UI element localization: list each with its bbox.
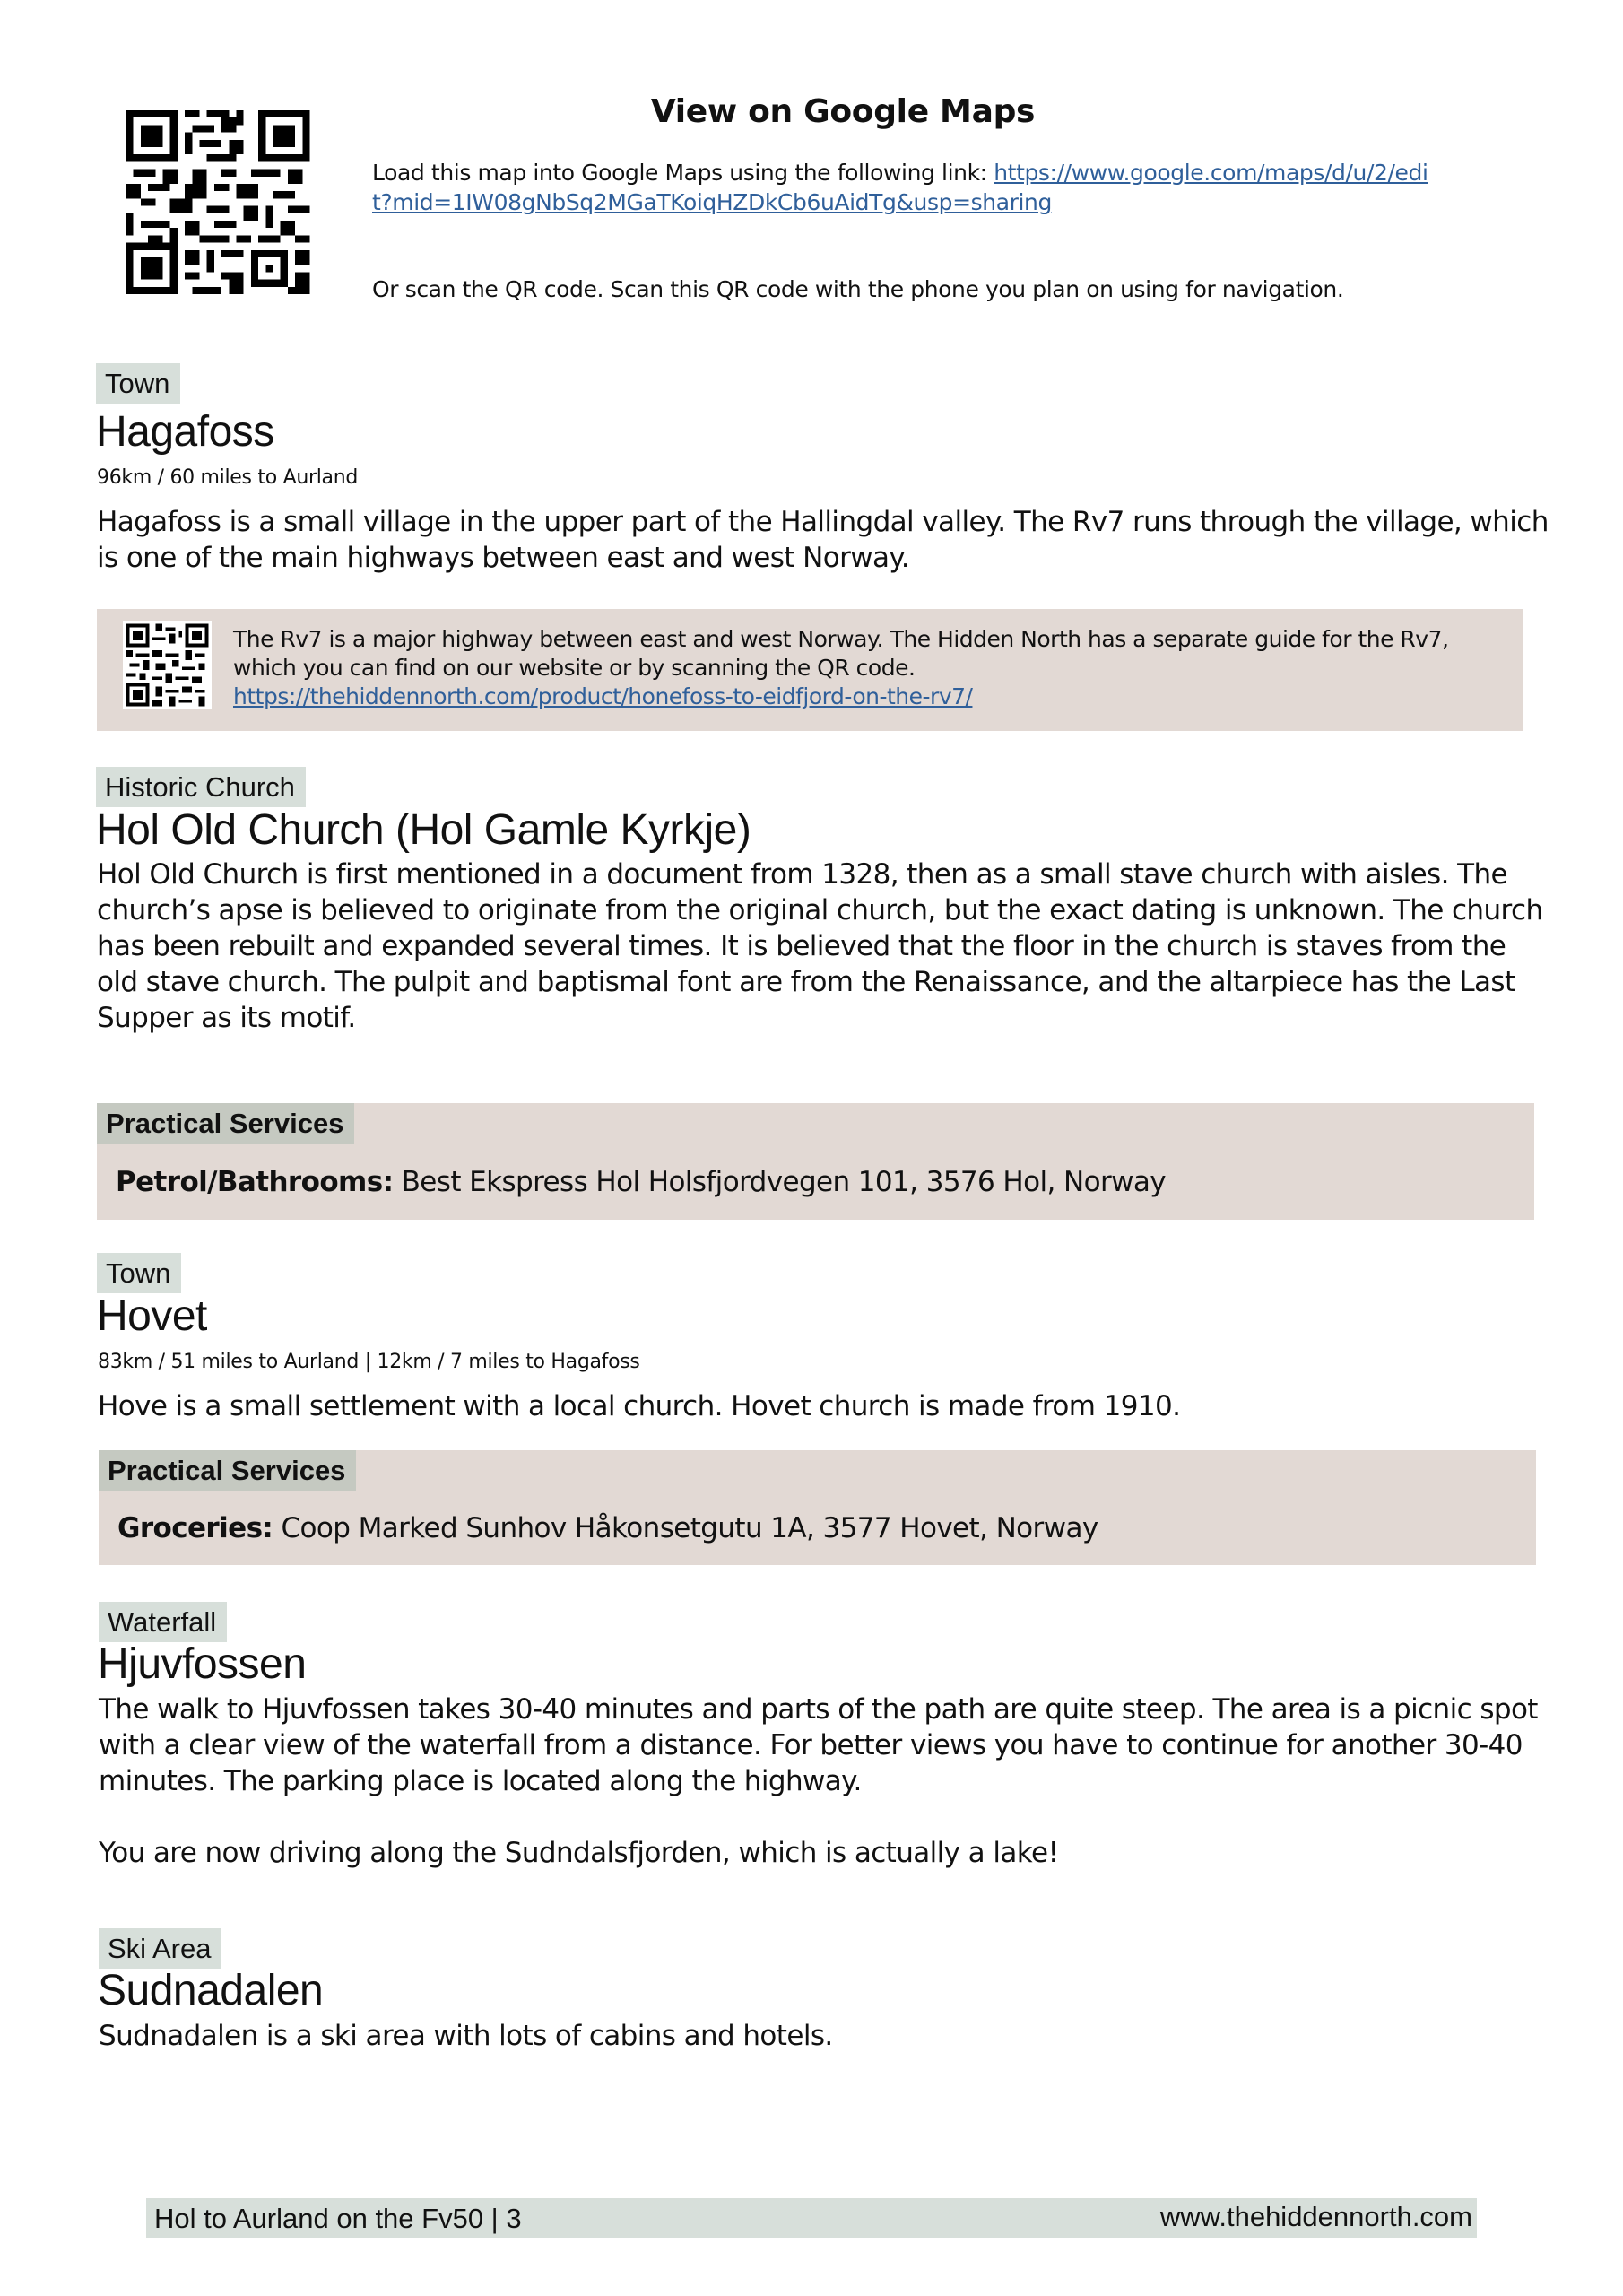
qr-code-icon <box>122 110 314 294</box>
footer-guide-title: Hol to Aurland on the Fv50 | 3 <box>154 2203 522 2234</box>
category-tag-historic-church: Historic Church <box>96 767 306 807</box>
category-tag-town: Town <box>96 363 180 404</box>
map-intro-label: Load this map into Google Maps using the following link: <box>372 160 994 186</box>
rv7-guide-link[interactable]: https://thehiddennorth.com/product/honefoss-to-eidfjord-on-the-rv7/ <box>233 683 973 709</box>
section-title-sudnadalen: Sudnadalen <box>98 1967 324 2014</box>
service-value: Coop Marked Sunhov Håkonsetgutu 1A, 3577 Hovet, Norway <box>273 1512 1098 1544</box>
practical-services-tag: Practical Services <box>97 1103 354 1144</box>
category-tag-ski-area: Ski Area <box>99 1928 221 1969</box>
distance-text-hovet: 83km / 51 miles to Aurland | 12km / 7 miles to Hagafoss <box>98 1351 640 1373</box>
service-value: Best Ekspress Hol Holsfjordvegen 101, 3576 Hol, Norway <box>393 1166 1167 1198</box>
google-maps-link[interactable]: https://www.google.com/maps/d/u/2/edit?mid=1IW08gNbSq2MGaTKoiqHZDkCb6uAidTg&usp=sharing <box>372 160 1428 215</box>
rv7-callout-text <box>233 625 1506 711</box>
service-entry-groceries <box>117 1512 1098 1544</box>
body-text-hjuvfossen: The walk to Hjuvfossen takes 30-40 minutes and parts of the path are quite steep. The area is a picnic spot with a clear view of the waterfall from a distance. For better views you have to continue for another 30-40 minutes. The parking place is located along the highway. <box>99 1693 1538 1797</box>
map-section-title: View on Google Maps <box>650 93 1036 130</box>
body-text-sudnadalen: Sudnadalen is a ski area with lots of cabins and hotels. <box>99 2020 833 2052</box>
rv7-callout-description: The Rv7 is a major highway between east and west Norway. The Hidden North has a separate guide for the Rv7, which you can find on our website or by scanning the QR code. <box>233 626 1449 681</box>
category-tag-town: Town <box>97 1253 181 1293</box>
distance-text-hagafoss: 96km / 60 miles to Aurland <box>97 466 359 489</box>
section-title-hagafoss: Hagafoss <box>96 408 274 456</box>
section-title-hjuvfossen: Hjuvfossen <box>98 1640 307 1688</box>
body-text-hagafoss: Hagafoss is a small village in the upper part of the Hallingdal valley. The Rv7 runs through the village, which is one of the main highways between east and west Norway. <box>97 506 1549 574</box>
body-text-hovet: Hove is a small settlement with a local church. Hovet church is made from 1910. <box>98 1390 1181 1422</box>
body-text-hol-church: Hol Old Church is first mentioned in a document from 1328, then as a small stave church with aisles. The church’s apse is believed to originate from the original church, but the exact dating is unknown. The church has been rebuilt and expanded several times. It is believed that the floor in the church is staves from the old stave church. The pulpit and baptismal font are from the Renaissance, and the altarpiece has the Last Supper as its motif. <box>97 858 1543 1034</box>
section-title-hol-church: Hol Old Church (Hol Gamle Kyrkje) <box>96 806 751 854</box>
practical-services-tag: Practical Services <box>99 1450 356 1491</box>
service-entry-petrol <box>116 1166 1166 1198</box>
map-scan-text: Or scan the QR code. Scan this QR code with the phone you plan on using for navigation. <box>372 276 1344 302</box>
footer-website[interactable]: www.thehiddennorth.com <box>1159 2201 1472 2232</box>
category-tag-waterfall: Waterfall <box>99 1602 227 1642</box>
service-label: Petrol/Bathrooms: <box>116 1166 394 1198</box>
section-title-hovet: Hovet <box>97 1292 207 1340</box>
service-label: Groceries: <box>117 1512 273 1544</box>
qr-code-icon <box>123 621 212 709</box>
note-text-sudndalsfjorden: You are now driving along the Sudndalsfjorden, which is actually a lake! <box>99 1837 1059 1869</box>
map-intro-text <box>372 158 1430 217</box>
